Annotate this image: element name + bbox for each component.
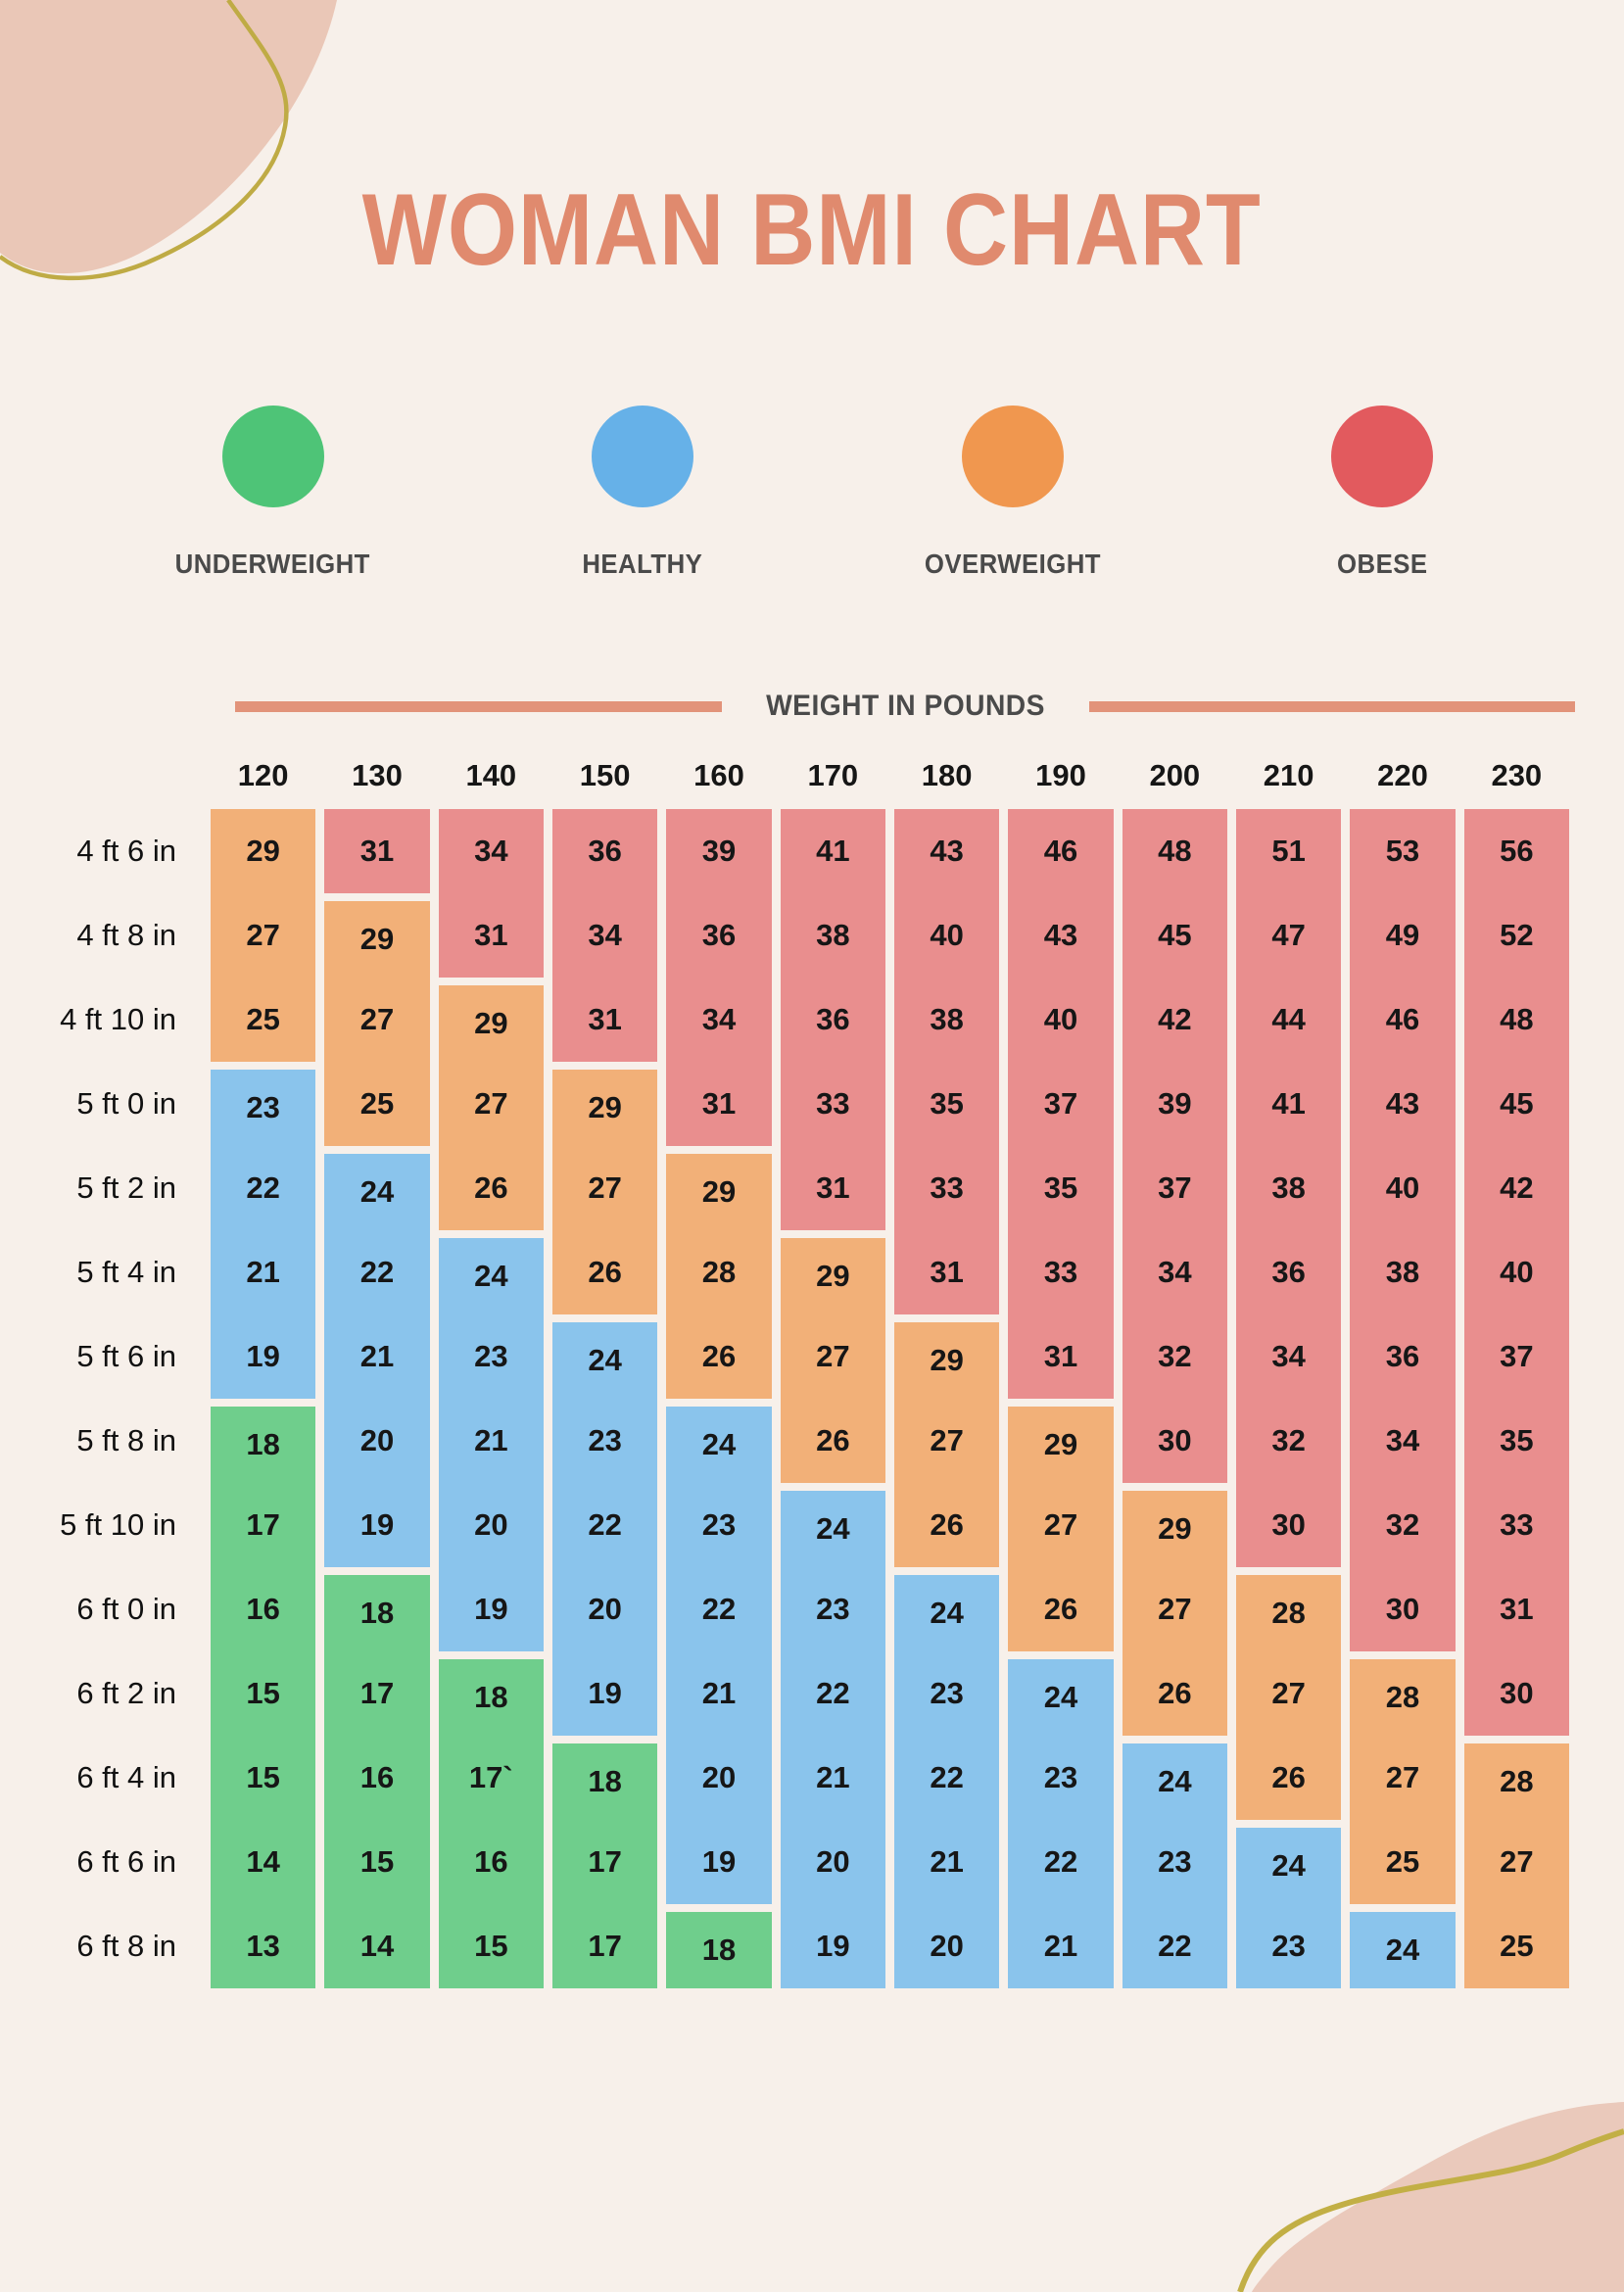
weight-column-header: 180	[921, 758, 973, 793]
bmi-cell: 29	[781, 1230, 885, 1314]
bmi-cell: 20	[552, 1567, 657, 1651]
bmi-cell: 26	[666, 1314, 771, 1399]
bmi-cell: 15	[211, 1651, 315, 1736]
bmi-cell: 52	[1464, 893, 1569, 978]
height-row-label: 5 ft 0 in	[76, 1086, 176, 1122]
bmi-cell: 33	[1008, 1230, 1113, 1314]
legend-item-overweight	[828, 406, 1198, 580]
bmi-cell: 24	[781, 1483, 885, 1567]
bmi-cell: 20	[324, 1399, 429, 1483]
overweight-circle-icon	[962, 406, 1064, 507]
bmi-cell: 49	[1350, 893, 1455, 978]
page-title-text: WOMAN BMI CHART	[361, 173, 1263, 287]
bmi-cell: 28	[1350, 1651, 1455, 1736]
obese-circle-icon	[1331, 406, 1433, 507]
bmi-cell: 22	[552, 1483, 657, 1567]
weight-column-header: 210	[1263, 758, 1314, 793]
bmi-cell: 29	[211, 809, 315, 893]
bmi-cell: 31	[1464, 1567, 1569, 1651]
height-row-label: 6 ft 6 in	[76, 1844, 176, 1880]
bmi-cell: 16	[211, 1567, 315, 1651]
bmi-cell: 29	[666, 1146, 771, 1230]
bmi-cell: 47	[1236, 893, 1341, 978]
bmi-cell: 23	[666, 1483, 771, 1567]
weight-column-header: 150	[579, 758, 631, 793]
bmi-cell: 29	[324, 893, 429, 978]
bmi-cell: 39	[666, 809, 771, 893]
bmi-cell: 22	[324, 1230, 429, 1314]
bmi-cell: 20	[666, 1736, 771, 1820]
bmi-cell: 30	[1122, 1399, 1227, 1483]
bmi-cell: 22	[211, 1146, 315, 1230]
weight-axis-label: WEIGHT IN POUNDS	[765, 690, 1045, 723]
bmi-cell: 17	[552, 1904, 657, 1988]
bmi-cell: 21	[894, 1820, 999, 1904]
bmi-cell: 28	[1464, 1736, 1569, 1820]
bmi-cell: 43	[1350, 1062, 1455, 1146]
bmi-cell: 33	[1464, 1483, 1569, 1567]
bmi-cell: 30	[1350, 1567, 1455, 1651]
bmi-cell: 33	[894, 1146, 999, 1230]
bmi-cell: 26	[1008, 1567, 1113, 1651]
bmi-cell: 27	[781, 1314, 885, 1399]
bmi-cell: 15	[439, 1904, 544, 1988]
bmi-cell: 13	[211, 1904, 315, 1988]
bmi-cell: 28	[1236, 1567, 1341, 1651]
bmi-cell: 23	[1236, 1904, 1341, 1988]
bmi-cell: 31	[666, 1062, 771, 1146]
bmi-cell: 25	[324, 1062, 429, 1146]
bmi-cell: 36	[552, 809, 657, 893]
bmi-cell: 31	[439, 893, 544, 978]
bmi-cell: 41	[781, 809, 885, 893]
bmi-cell: 23	[211, 1062, 315, 1146]
bmi-cell: 39	[1122, 1062, 1227, 1146]
bmi-cell: 22	[1122, 1904, 1227, 1988]
bmi-cell: 18	[666, 1904, 771, 1988]
bmi-cell: 31	[552, 978, 657, 1062]
bmi-cell: 34	[439, 809, 544, 893]
bmi-cell: 42	[1122, 978, 1227, 1062]
bmi-cell: 40	[1464, 1230, 1569, 1314]
height-row-label: 4 ft 10 in	[60, 1002, 176, 1037]
bmi-cell: 45	[1122, 893, 1227, 978]
bmi-cell: 16	[439, 1820, 544, 1904]
bmi-cell: 27	[211, 893, 315, 978]
bmi-cell: 27	[1236, 1651, 1341, 1736]
bmi-cell: 26	[894, 1483, 999, 1567]
bmi-cell: 26	[439, 1146, 544, 1230]
bmi-cell: 27	[1122, 1567, 1227, 1651]
bmi-cell: 24	[666, 1399, 771, 1483]
bmi-cell: 15	[324, 1820, 429, 1904]
bmi-cell: 38	[781, 893, 885, 978]
height-row-label: 6 ft 2 in	[76, 1676, 176, 1711]
bmi-cell: 31	[1008, 1314, 1113, 1399]
bmi-cell: 19	[211, 1314, 315, 1399]
bmi-cell: 43	[1008, 893, 1113, 978]
weight-column-header: 220	[1377, 758, 1428, 793]
bmi-cell: 24	[1122, 1736, 1227, 1820]
weight-column-header: 140	[465, 758, 517, 793]
bmi-cell: 37	[1122, 1146, 1227, 1230]
bmi-cell: 19	[324, 1483, 429, 1567]
bmi-cell: 32	[1122, 1314, 1227, 1399]
bmi-cell: 48	[1122, 809, 1227, 893]
page-title	[0, 0, 1624, 286]
bmi-cell: 24	[1236, 1820, 1341, 1904]
height-row-label: 6 ft 8 in	[76, 1929, 176, 1964]
bmi-cell: 24	[1008, 1651, 1113, 1736]
bmi-cell: 46	[1008, 809, 1113, 893]
bmi-cell: 18	[324, 1567, 429, 1651]
bmi-cell: 53	[1350, 809, 1455, 893]
underweight-circle-icon	[222, 406, 324, 507]
bmi-cell: 19	[552, 1651, 657, 1736]
legend-label-healthy: HEALTHY	[582, 549, 703, 580]
bmi-cell: 21	[439, 1399, 544, 1483]
bmi-cell: 22	[781, 1651, 885, 1736]
bmi-cell: 31	[894, 1230, 999, 1314]
bmi-cell: 24	[894, 1567, 999, 1651]
bmi-cell: 38	[1236, 1146, 1341, 1230]
bmi-cell: 21	[211, 1230, 315, 1314]
bmi-grid	[55, 809, 1569, 1988]
bmi-cell: 40	[1008, 978, 1113, 1062]
bmi-cell: 19	[439, 1567, 544, 1651]
bmi-cell: 27	[1464, 1820, 1569, 1904]
legend-label-underweight: UNDERWEIGHT	[175, 549, 371, 580]
bmi-cell: 23	[1122, 1820, 1227, 1904]
bmi-cell: 24	[324, 1146, 429, 1230]
bmi-cell: 35	[1464, 1399, 1569, 1483]
bmi-cell: 34	[1236, 1314, 1341, 1399]
bmi-cell: 23	[1008, 1736, 1113, 1820]
bmi-cell: 35	[894, 1062, 999, 1146]
bmi-cell: 27	[439, 1062, 544, 1146]
weight-column-header: 130	[352, 758, 403, 793]
bmi-cell: 23	[894, 1651, 999, 1736]
bmi-cell: 23	[781, 1567, 885, 1651]
weight-axis-header	[235, 690, 1575, 723]
bmi-cell: 40	[1350, 1146, 1455, 1230]
height-row-label: 4 ft 6 in	[76, 834, 176, 869]
bmi-cell: 17	[324, 1651, 429, 1736]
bmi-cell: 26	[1236, 1736, 1341, 1820]
bmi-cell: 22	[1008, 1820, 1113, 1904]
bmi-cell: 43	[894, 809, 999, 893]
bmi-cell: 31	[324, 809, 429, 893]
bmi-cell: 42	[1464, 1146, 1569, 1230]
height-row-label: 5 ft 4 in	[76, 1255, 176, 1290]
height-row-label: 5 ft 8 in	[76, 1423, 176, 1458]
bmi-cell: 30	[1236, 1483, 1341, 1567]
bmi-cell: 28	[666, 1230, 771, 1314]
bmi-cell: 37	[1008, 1062, 1113, 1146]
weight-column-header: 170	[807, 758, 859, 793]
bmi-cell: 32	[1236, 1399, 1341, 1483]
bmi-cell: 34	[1350, 1399, 1455, 1483]
weights-header-row	[55, 758, 1569, 793]
weight-column-header: 200	[1149, 758, 1201, 793]
bmi-cell: 17	[211, 1483, 315, 1567]
height-row-label: 6 ft 0 in	[76, 1592, 176, 1627]
bmi-cell: 37	[1464, 1314, 1569, 1399]
bmi-cell: 21	[781, 1736, 885, 1820]
weight-column-header: 160	[693, 758, 744, 793]
legend-item-obese	[1198, 406, 1568, 580]
height-row-label: 5 ft 6 in	[76, 1339, 176, 1374]
bmi-cell: 36	[781, 978, 885, 1062]
bmi-cell: 21	[324, 1314, 429, 1399]
bmi-cell: 22	[894, 1736, 999, 1820]
bmi-cell: 38	[1350, 1230, 1455, 1314]
bmi-cell: 24	[552, 1314, 657, 1399]
bmi-cell: 34	[666, 978, 771, 1062]
bmi-cell: 14	[324, 1904, 429, 1988]
bmi-cell: 20	[439, 1483, 544, 1567]
bmi-cell: 23	[439, 1314, 544, 1399]
bmi-cell: 36	[1350, 1314, 1455, 1399]
weight-axis-line-left	[235, 701, 722, 712]
bmi-cell: 51	[1236, 809, 1341, 893]
bmi-cell: 24	[1350, 1904, 1455, 1988]
height-row-label: 5 ft 10 in	[60, 1507, 176, 1543]
weight-column-header: 190	[1035, 758, 1086, 793]
bmi-cell: 21	[1008, 1904, 1113, 1988]
bmi-cell: 34	[552, 893, 657, 978]
bmi-cell: 22	[666, 1567, 771, 1651]
bmi-cell: 27	[1350, 1736, 1455, 1820]
bmi-cell: 56	[1464, 809, 1569, 893]
bmi-cell: 29	[1008, 1399, 1113, 1483]
bmi-cell: 29	[1122, 1483, 1227, 1567]
bmi-cell: 18	[552, 1736, 657, 1820]
weight-column-header: 120	[237, 758, 289, 793]
bmi-cell: 29	[439, 978, 544, 1062]
bmi-cell: 19	[781, 1904, 885, 1988]
bmi-cell: 30	[1464, 1651, 1569, 1736]
legend-item-healthy	[458, 406, 829, 580]
bmi-cell: 25	[211, 978, 315, 1062]
bmi-cell: 27	[894, 1399, 999, 1483]
bmi-cell: 23	[552, 1399, 657, 1483]
bmi-cell: 44	[1236, 978, 1341, 1062]
bmi-cell: 19	[666, 1820, 771, 1904]
bmi-cell: 18	[211, 1399, 315, 1483]
bmi-cell: 33	[781, 1062, 885, 1146]
bmi-cell: 25	[1350, 1820, 1455, 1904]
bmi-cell: 14	[211, 1820, 315, 1904]
corner-decoration-bottom-right	[1213, 2065, 1624, 2292]
legend-item-underweight	[88, 406, 458, 580]
bmi-cell: 45	[1464, 1062, 1569, 1146]
weight-column-header: 230	[1491, 758, 1543, 793]
bmi-cell: 18	[439, 1651, 544, 1736]
bmi-cell: 27	[324, 978, 429, 1062]
bmi-cell: 26	[552, 1230, 657, 1314]
bmi-cell: 26	[781, 1399, 885, 1483]
bmi-table	[55, 758, 1569, 1988]
bmi-cell: 40	[894, 893, 999, 978]
bmi-cell: 46	[1350, 978, 1455, 1062]
bmi-cell: 29	[552, 1062, 657, 1146]
bmi-cell: 34	[1122, 1230, 1227, 1314]
bmi-cell: 32	[1350, 1483, 1455, 1567]
legend-label-obese: OBESE	[1337, 549, 1428, 580]
bmi-cell: 38	[894, 978, 999, 1062]
bmi-cell: 36	[1236, 1230, 1341, 1314]
bmi-cell: 36	[666, 893, 771, 978]
bmi-cell: 20	[781, 1820, 885, 1904]
header-spacer	[55, 758, 202, 793]
weight-axis-line-right	[1089, 701, 1576, 712]
bmi-cell: 16	[324, 1736, 429, 1820]
height-row-label: 5 ft 2 in	[76, 1170, 176, 1206]
height-row-label: 6 ft 4 in	[76, 1760, 176, 1795]
bmi-cell: 26	[1122, 1651, 1227, 1736]
bmi-cell: 17`	[439, 1736, 544, 1820]
bmi-cell: 41	[1236, 1062, 1341, 1146]
bmi-cell: 31	[781, 1146, 885, 1230]
bmi-cell: 21	[666, 1651, 771, 1736]
bmi-cell: 25	[1464, 1904, 1569, 1988]
bmi-cell: 17	[552, 1820, 657, 1904]
height-row-label: 4 ft 8 in	[76, 918, 176, 953]
legend	[88, 406, 1567, 580]
bmi-cell: 15	[211, 1736, 315, 1820]
bmi-cell: 29	[894, 1314, 999, 1399]
healthy-circle-icon	[592, 406, 693, 507]
bmi-cell: 27	[1008, 1483, 1113, 1567]
bmi-cell: 35	[1008, 1146, 1113, 1230]
bmi-cell: 48	[1464, 978, 1569, 1062]
bmi-cell: 20	[894, 1904, 999, 1988]
bmi-cell: 27	[552, 1146, 657, 1230]
bmi-cell: 24	[439, 1230, 544, 1314]
legend-label-overweight: OVERWEIGHT	[924, 549, 1101, 580]
